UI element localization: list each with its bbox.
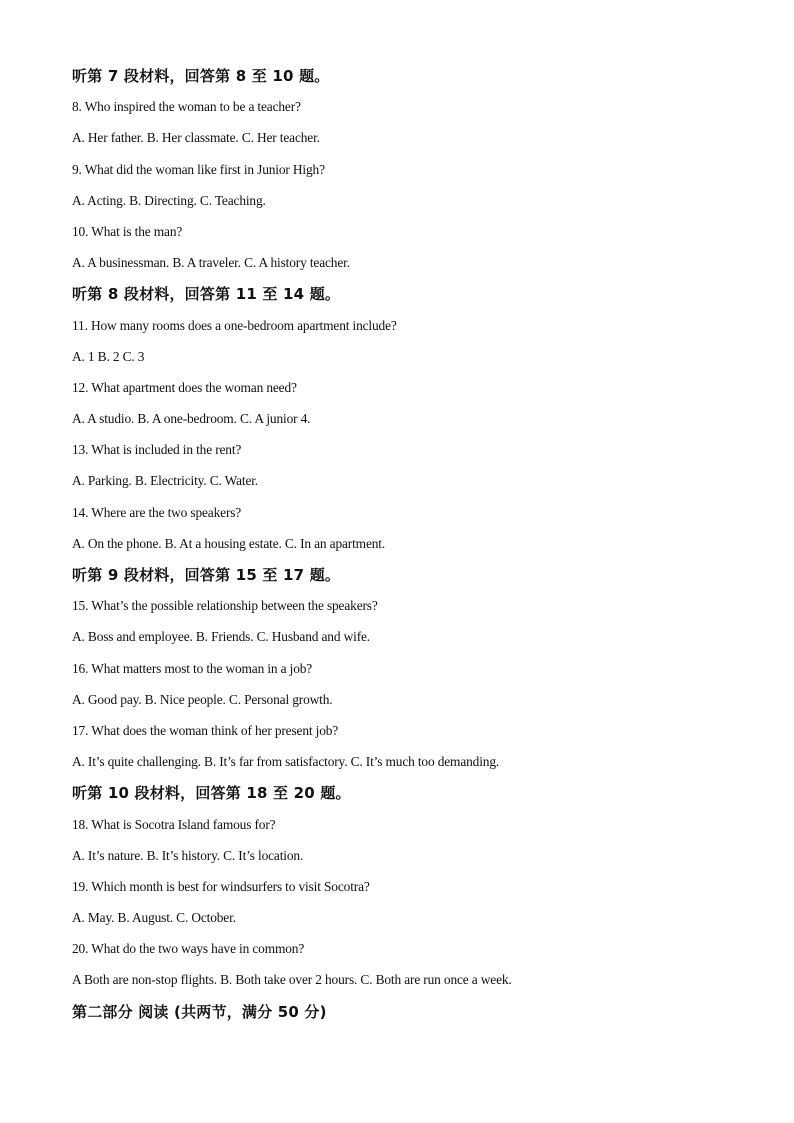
question-13: 13. What is included in the rent? [72,442,242,458]
question-9: 9. What did the woman like first in Junior High? [72,161,325,177]
question-8: 8. Who inspired the woman to be a teacher? [72,99,301,115]
question-14: 14. Where are the two speakers? [72,504,242,520]
options-9: A. Acting. B. Directing. C. Teaching. [72,192,266,208]
options-17: A. It’s quite challenging. B. It’s far from satisfactory. C. It’s much too demanding. [72,754,500,770]
question-19: 19. Which month is best for windsurfers to visit Socotra? [72,878,370,894]
question-12: 12. What apartment does the woman need? [72,379,297,395]
question-15: 15. What’s the possible relationship between the speakers? [72,598,378,614]
document-page [72,66,752,1033]
question-20: 20. What do the two ways have in common? [72,941,305,957]
question-18: 18. What is Socotra Island famous for? [72,816,276,832]
options-13: A. Parking. B. Electricity. C. Water. [72,473,259,489]
section-heading-part7: 听第 7 段材料，回答第 8 至 10 题。 [72,67,330,85]
options-11: A. 1 B. 2 C. 3 [72,348,145,364]
section-heading-part9: 听第 9 段材料，回答第 15 至 17 题。 [72,566,341,584]
section-heading-part10: 听第 10 段材料，回答第 18 至 20 题。 [72,784,351,803]
section-heading-part8: 听第 8 段材料，回答第 11 至 14 题。 [72,285,341,304]
options-20: A Both are non-stop flights. B. Both take over 2 hours. C. Both are run once a week. [72,972,512,988]
options-12: A. A studio. B. A one-bedroom. C. A junior 4. [72,411,311,427]
question-16: 16. What matters most to the woman in a job? [72,660,313,676]
options-16: A. Good pay. B. Nice people. C. Personal growth. [72,691,333,707]
options-10: A. A businessman. B. A traveler. C. A history teacher. [72,255,350,271]
options-19: A. May. B. August. C. October. [72,910,236,926]
options-8: A. Her father. B. Her classmate. C. Her teacher. [72,130,320,146]
question-11: 11. How many rooms does a one-bedroom apartment include? [72,317,397,333]
question-10: 10. What is the man? [72,223,183,239]
options-15: A. Boss and employee. B. Friends. C. Husband and wife. [72,629,370,645]
options-18: A. It’s nature. B. It’s history. C. It’s location. [72,847,304,863]
question-17: 17. What does the woman think of her present job? [72,722,339,738]
options-14: A. On the phone. B. At a housing estate. C. In an apartment. [72,535,386,551]
part-two-reading-heading: 第二部分 阅读 (共两节，满分 50 分) [72,1002,327,1021]
